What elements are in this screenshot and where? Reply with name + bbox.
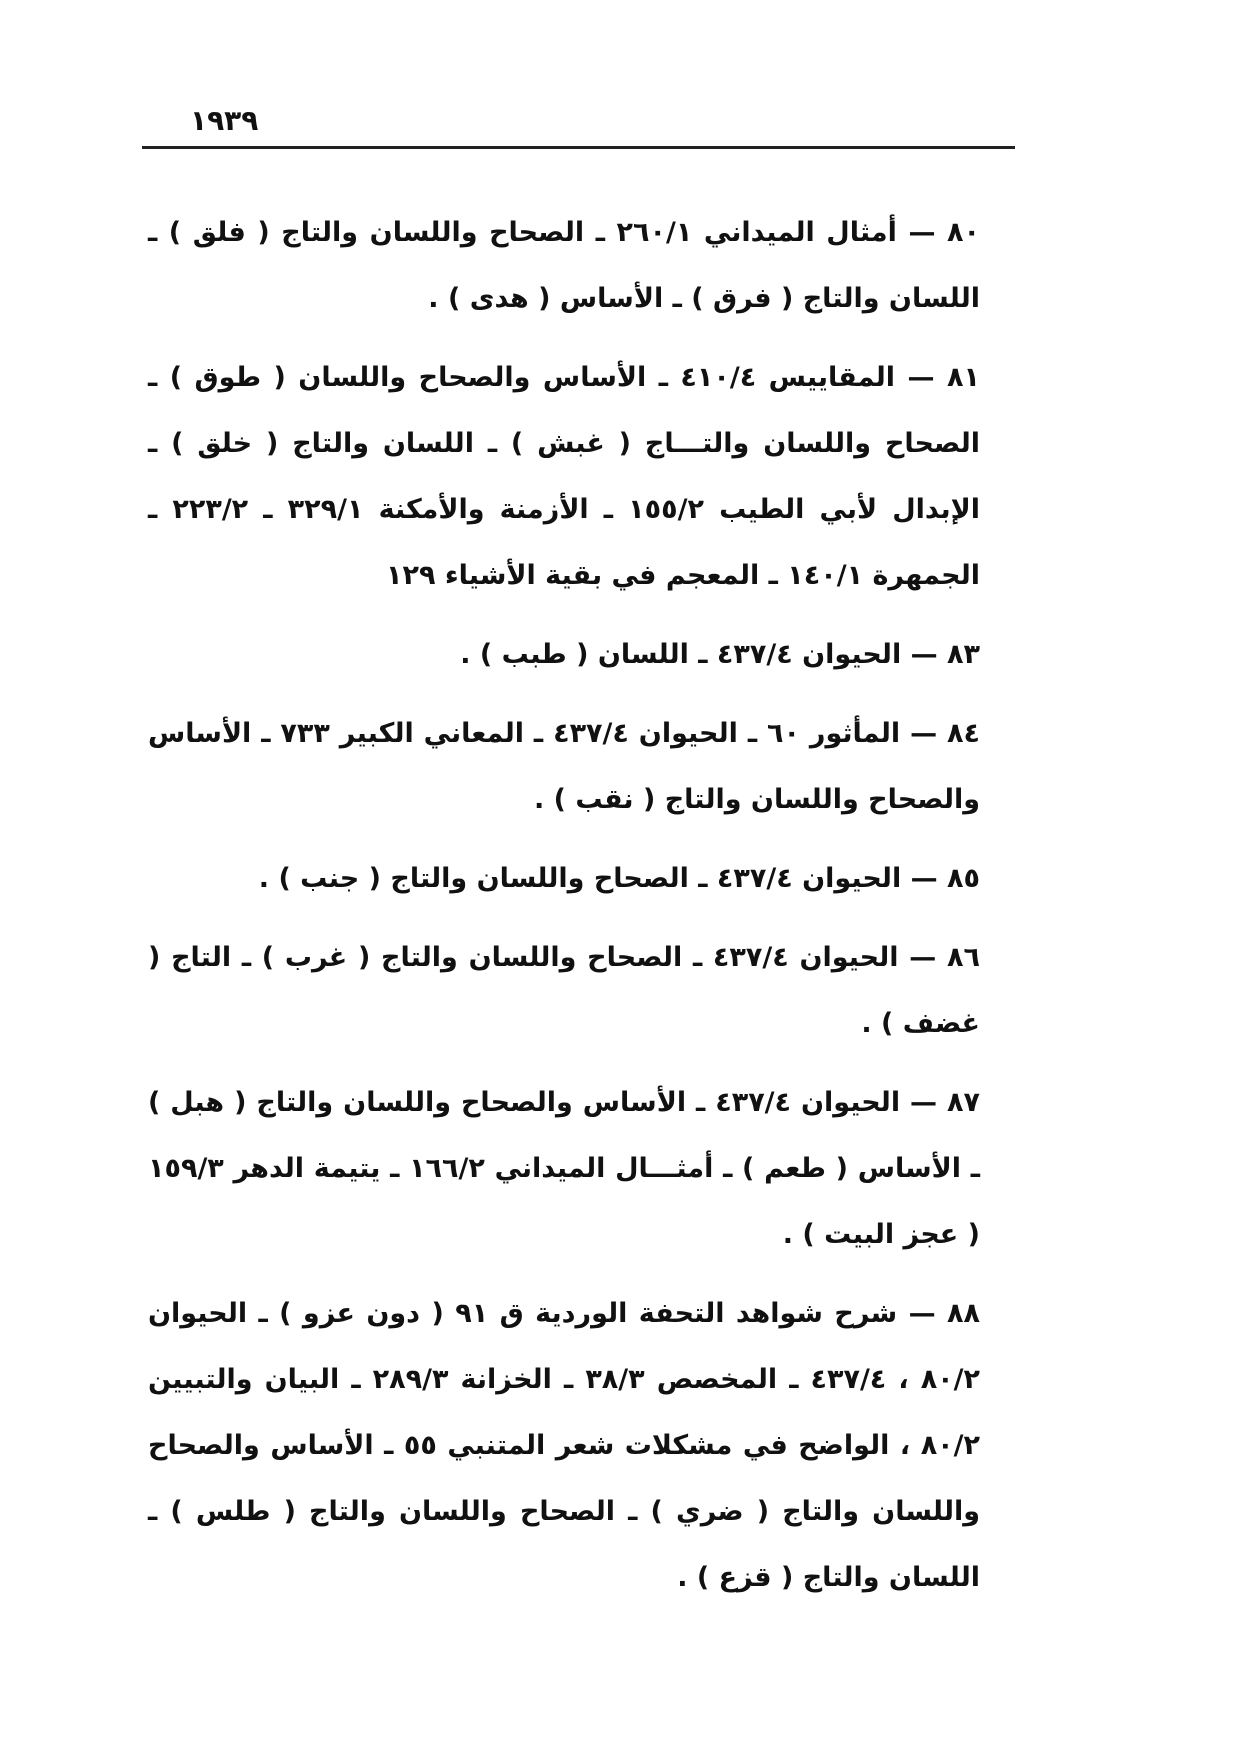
note-number: ٨١ — [895,362,980,393]
note-number: ٨٤ — [900,718,980,749]
note-number: ٨٣ — [901,639,980,670]
note-86 [148,925,980,1057]
note-87 [148,1070,980,1268]
note-number: ٨٧ — [900,1087,980,1118]
note-84 [148,701,980,833]
note-81 [148,345,980,609]
page-header [142,104,1015,148]
note-text: المقاييس ٤١٠/٤ ـ الأساس والصحاح واللسان ( طوق ) ـ الصحاح واللسان والتـــاج ( غبش ) ـ اللسان والتاج ( خلق ) ـ الإبدال لأبي الطيب ١٥٥/٢ ـ الأزمنة والأمكنة ٣٢٩/١ ـ ٢٢٣/٢ ـ الجمهرة ١٤٠/١ ـ المعجم في بقية الأشياء ١٢٩ [148,362,980,591]
note-text: شرح شواهد التحفة الوردية ق ٩١ ( دون عزو ) ـ الحيوان ٨٠/٢ ، ٤٣٧/٤ ـ المخصص ٣٨/٣ ـ الخزانة ٢٨٩/٣ ـ البيان والتبيين ٨٠/٢ ، الواضح في مشكلات شعر المتنبي ٥٥ ـ الأساس والصحاح واللسان والتاج ( ضري ) ـ الصحاح واللسان والتاج ( طلس ) ـ اللسان والتاج ( قزع ) . [148,1298,981,1593]
note-text: الحيوان ٤٣٧/٤ ـ الأساس والصحاح واللسان والتاج ( هبل ) ـ الأساس ( طعم ) ـ أمثـــال الميداني ١٦٦/٢ ـ يتيمة الدهر ١٥٩/٣ ( عجز البيت ) . [148,1087,980,1250]
note-text: الحيوان ٤٣٧/٤ ـ الصحاح واللسان والتاج ( جنب ) . [258,863,902,894]
header-rule [142,146,1015,149]
note-text: أمثال الميداني ٢٦٠/١ ـ الصحاح واللسان والتاج ( فلق ) ـ اللسان والتاج ( فرق ) ـ الأساس ( هدى ) . [148,217,980,314]
note-number: ٨٥ — [901,863,980,894]
notes-list [148,200,980,1624]
note-83 [148,622,980,688]
note-text: المأثور ٦٠ ـ الحيوان ٤٣٧/٤ ـ المعاني الكبير ٧٣٣ ـ الأساس والصحاح واللسان والتاج ( نقب ) . [148,718,980,815]
note-number: ٨٠ — [897,217,980,248]
note-85 [148,846,980,912]
note-number: ٨٨ — [897,1298,980,1329]
note-88 [148,1281,980,1611]
note-80 [148,200,980,332]
note-number: ٨٦ — [899,942,980,973]
note-text: الحيوان ٤٣٧/٤ ـ اللسان ( طبب ) . [460,639,902,670]
note-text: الحيوان ٤٣٧/٤ ـ الصحاح واللسان والتاج ( غرب ) ـ التاج ( غضف ) . [148,942,980,1039]
page-number: ١٩٣٩ [190,104,259,137]
